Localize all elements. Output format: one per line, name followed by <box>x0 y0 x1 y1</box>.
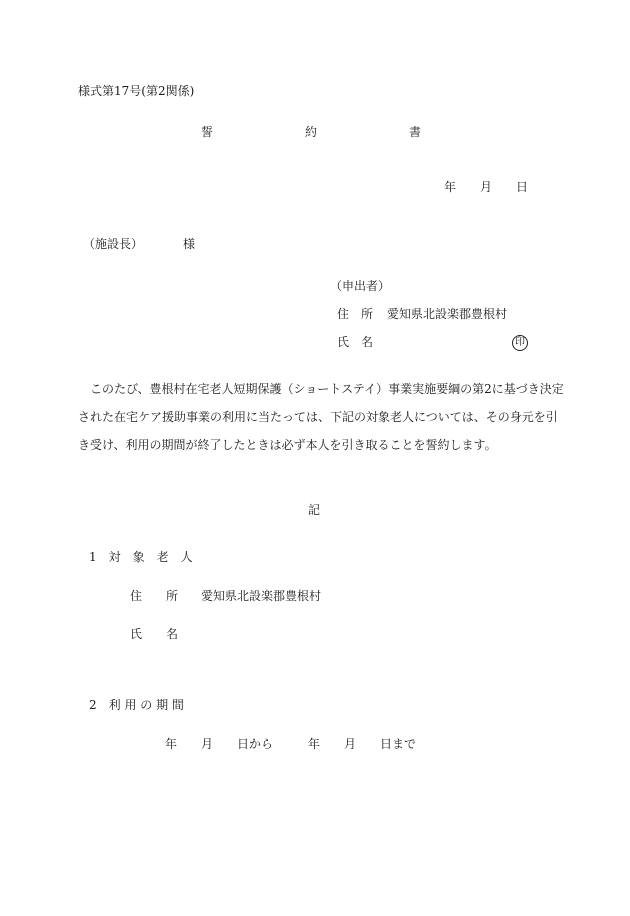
form-number: 様式第17号(第2関係) <box>78 84 195 98</box>
applicant-label: （申出者） <box>330 279 391 293</box>
seal-mark <box>512 333 528 351</box>
period-end-day: 日まで <box>380 737 417 751</box>
title-char-3: 書 <box>409 125 422 139</box>
ki-heading: 記 <box>308 503 321 517</box>
title-char-1: 誓 <box>201 125 214 139</box>
body-line-2: された在宅ケア援助事業の利用に当たっては、下記の対象老人については、その身元を引 <box>78 410 558 424</box>
date-day: 日 <box>516 180 529 194</box>
date-year: 年 <box>444 180 457 194</box>
section1-heading: 1 対 象 老 人 <box>89 550 193 564</box>
section1-address-value: 愛知県北設楽郡豊根村 <box>201 589 322 603</box>
section1-address-label: 住 所 <box>130 589 179 603</box>
body-paragraph <box>78 375 564 459</box>
period-start-month: 月 <box>201 737 214 751</box>
applicant-name-label: 氏 名 <box>337 335 374 349</box>
section2-heading: 2 利 用 の 期 間 <box>89 698 184 712</box>
title-char-2: 約 <box>305 125 318 139</box>
period-end-month: 月 <box>344 737 357 751</box>
date-month: 月 <box>480 180 493 194</box>
seal-icon: 印 <box>512 335 528 351</box>
body-line-3: き受け、利用の期間が終了したときは必ず本人を引き取ることを誓約します。 <box>78 438 497 452</box>
period-end-year: 年 <box>308 737 321 751</box>
section1-name-label: 氏 名 <box>130 627 179 641</box>
body-line-1: このたび、豊根村在宅老人短期保護（ショートステイ）事業実施要綱の第2に基づき決定 <box>90 382 564 396</box>
period-start-year: 年 <box>165 737 178 751</box>
period-start-day: 日から <box>237 737 274 751</box>
addressee-facility: （施設長） <box>83 237 144 251</box>
addressee-honorific: 様 <box>183 237 196 251</box>
applicant-address-label: 住 所 <box>337 307 374 321</box>
applicant-address-value: 愛知県北設楽郡豊根村 <box>387 307 508 321</box>
